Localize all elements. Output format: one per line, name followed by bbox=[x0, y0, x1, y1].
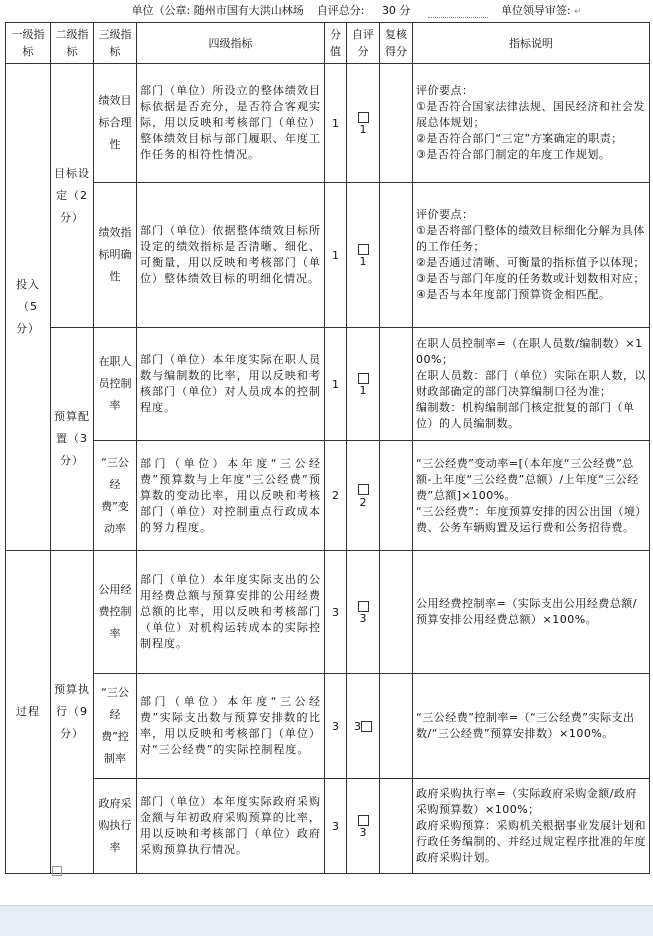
self-total-label: 自评总分: bbox=[316, 4, 365, 17]
self-score-cell bbox=[347, 183, 380, 328]
self-score-cell bbox=[347, 64, 380, 183]
score-cell: 3 bbox=[325, 674, 347, 779]
desc-cell: “三公经费”控制率=（“三公经费”实际支出数/“三公经费”预算安排数）×100%。 bbox=[413, 674, 650, 779]
review-score-cell[interactable] bbox=[380, 64, 413, 183]
self-score-value: 1 bbox=[359, 384, 367, 397]
paragraph-mark-icon: ↵ bbox=[574, 7, 582, 17]
col-desc: 指标说明 bbox=[413, 23, 650, 64]
level1-process: 过程 bbox=[6, 551, 51, 874]
desc-cell: “三公经费”变动率=[（本年度“三公经费”总额-上年度“三公经费”总额）/上年度“三公经费”总额]×100%。 “三公经费”：年度预算安排的因公出国（境）费、公务车辆购置及运行费和公务招待费。 bbox=[413, 441, 650, 551]
level2-goal: 目标设定（2分） bbox=[51, 64, 94, 328]
level3-cell: 公用经费控制率 bbox=[94, 551, 137, 674]
review-score-cell[interactable] bbox=[380, 779, 413, 874]
table-row bbox=[6, 674, 650, 779]
col-review: 复核得分 bbox=[380, 23, 413, 64]
level2-budget-exec: 预算执行（9分） bbox=[51, 551, 94, 874]
self-score-value: 1 bbox=[359, 255, 367, 268]
unit-name: 随州市国有大洪山林场 bbox=[193, 4, 304, 17]
status-bar bbox=[0, 905, 653, 936]
self-score-value: 2 bbox=[359, 495, 367, 509]
self-score-value: 1 bbox=[359, 123, 367, 136]
level3-cell: 绩效指标明确性 bbox=[94, 183, 137, 328]
col-l3: 三级指标 bbox=[94, 23, 137, 64]
review-score-cell[interactable] bbox=[380, 183, 413, 328]
table-row bbox=[6, 551, 650, 674]
review-score-cell[interactable] bbox=[380, 551, 413, 674]
level4-cell: 部门（单位）本年度实际在职人员数与编制数的比率，用以反映和考核部门（单位）对人员成本的控制程度。 bbox=[137, 328, 325, 441]
leader-label: 单位领导审签: bbox=[500, 4, 571, 17]
desc-cell: 在职人员控制率=（在职人员数/编制数）×100%； 在职人员数：部门（单位）实际在职人数，以财政部确定的部门决算编制口径为准； 编制数：机构编制部门核定批复的部门（单位）的人员编制数。 bbox=[413, 328, 650, 441]
level4-cell: 部门（单位）本年度实际政府采购金额与年初政府采购预算的比率，用以反映和考核部门（单位）政府采购预算执行情况。 bbox=[137, 779, 325, 874]
level2-budget-alloc: 预算配置（3分） bbox=[51, 328, 94, 551]
self-score-value: 3 bbox=[359, 612, 367, 625]
desc-cell: 评价要点： ①是否将部门整体的绩效目标细化分解为具体的工作任务； ②是否通过清晰、可衡量的指标值予以体现； ③是否与部门年度的任务数或计划数相对应； ④是否与本年度部门预算资金相匹配。 bbox=[413, 183, 650, 328]
review-score-cell[interactable] bbox=[380, 441, 413, 551]
desc-cell: 政府采购执行率=（实际政府采购金额/政府采购预算数）×100%； 政府采购预算：采购机关根据事业发展计划和行政任务编制的、并经过规定程序批准的年度政府采购计划。 bbox=[413, 779, 650, 874]
evaluation-table bbox=[5, 22, 650, 874]
level4-cell: 部门（单位）依据整体绩效目标所设定的绩效指标是否清晰、细化、可衡量，用以反映和考核部门（单位）整体绩效目标的明细化情况。 bbox=[137, 183, 325, 328]
self-score-value: 3 bbox=[354, 719, 361, 733]
review-score-cell[interactable] bbox=[380, 328, 413, 441]
level4-cell: 部门（单位）所设立的整体绩效目标依据是否充分，是否符合客观实际，用以反映和考核部门（单位）整体绩效目标与部门履职、年度工作任务的相符性情况。 bbox=[137, 64, 325, 183]
score-cell: 3 bbox=[325, 779, 347, 874]
col-self: 自评分 bbox=[347, 23, 380, 64]
level3-cell: 在职人员控制率 bbox=[94, 328, 137, 441]
self-total-value: 30 分 bbox=[368, 0, 425, 22]
score-fill-line bbox=[428, 5, 488, 18]
col-score: 分值 bbox=[325, 23, 347, 64]
col-l1: 一级指标 bbox=[6, 23, 51, 64]
level3-cell: “三公经费”控制率 bbox=[94, 674, 137, 779]
checkbox-icon[interactable] bbox=[358, 112, 369, 123]
review-score-cell[interactable] bbox=[380, 674, 413, 779]
table-row bbox=[6, 64, 650, 183]
checkbox-icon[interactable] bbox=[358, 601, 369, 612]
self-score-cell bbox=[347, 551, 380, 674]
checkbox-icon[interactable] bbox=[358, 373, 369, 384]
self-score-value: 3 bbox=[359, 826, 367, 839]
table-end-marker bbox=[52, 866, 62, 876]
score-cell: 1 bbox=[325, 328, 347, 441]
table-row bbox=[6, 183, 650, 328]
self-score-cell bbox=[347, 674, 380, 779]
level3-cell: “三公经费”变动率 bbox=[94, 441, 137, 551]
checkbox-icon[interactable] bbox=[358, 484, 369, 495]
checkbox-icon[interactable] bbox=[358, 815, 369, 826]
score-cell: 1 bbox=[325, 183, 347, 328]
desc-cell: 公用经费控制率=（实际支出公用经费总额/预算安排公用经费总额）×100%。 bbox=[413, 551, 650, 674]
score-cell: 2 bbox=[325, 441, 347, 551]
checkbox-icon[interactable] bbox=[361, 721, 372, 732]
self-score-cell bbox=[347, 441, 380, 551]
self-score-cell bbox=[347, 779, 380, 874]
level4-cell: 部门（单位）本年度“三公经费”预算数与上年度“三公经费”预算数的变动比率，用以反映和考核部门（单位）对控制重点行政成本的努力程度。 bbox=[137, 441, 325, 551]
level3-cell: 绩效目标合理性 bbox=[94, 64, 137, 183]
header-row bbox=[6, 23, 650, 64]
form-header bbox=[0, 0, 653, 22]
score-cell: 1 bbox=[325, 64, 347, 183]
unit-label: 单位（公章: bbox=[131, 4, 191, 17]
self-score-cell bbox=[347, 328, 380, 441]
level4-cell: 部门（单位）本年度实际支出的公用经费总额与预算安排的公用经费总额的比率，用以反映和考核部门（单位）对机构运转成本的实际控制程度。 bbox=[137, 551, 325, 674]
level3-cell: 政府采购执行率 bbox=[94, 779, 137, 874]
table-row bbox=[6, 328, 650, 441]
col-l2: 二级指标 bbox=[51, 23, 94, 64]
desc-cell: 评价要点： ①是否符合国家法律法规、国民经济和社会发展总体规划； ②是否符合部门“三定”方案确定的职责； ③是否符合部门制定的年度工作规划。 bbox=[413, 64, 650, 183]
level1-input: 投入（5分） bbox=[6, 64, 51, 551]
col-l4: 四级指标 bbox=[137, 23, 325, 64]
table-row bbox=[6, 441, 650, 551]
level4-cell: 部门（单位）本年度“三公经费”实际支出数与预算安排数的比率，用以反映和考核部门（单位）对“三公经费”的实际控制程度。 bbox=[137, 674, 325, 779]
score-cell: 3 bbox=[325, 551, 347, 674]
checkbox-icon[interactable] bbox=[358, 244, 369, 255]
table-row bbox=[6, 779, 650, 874]
